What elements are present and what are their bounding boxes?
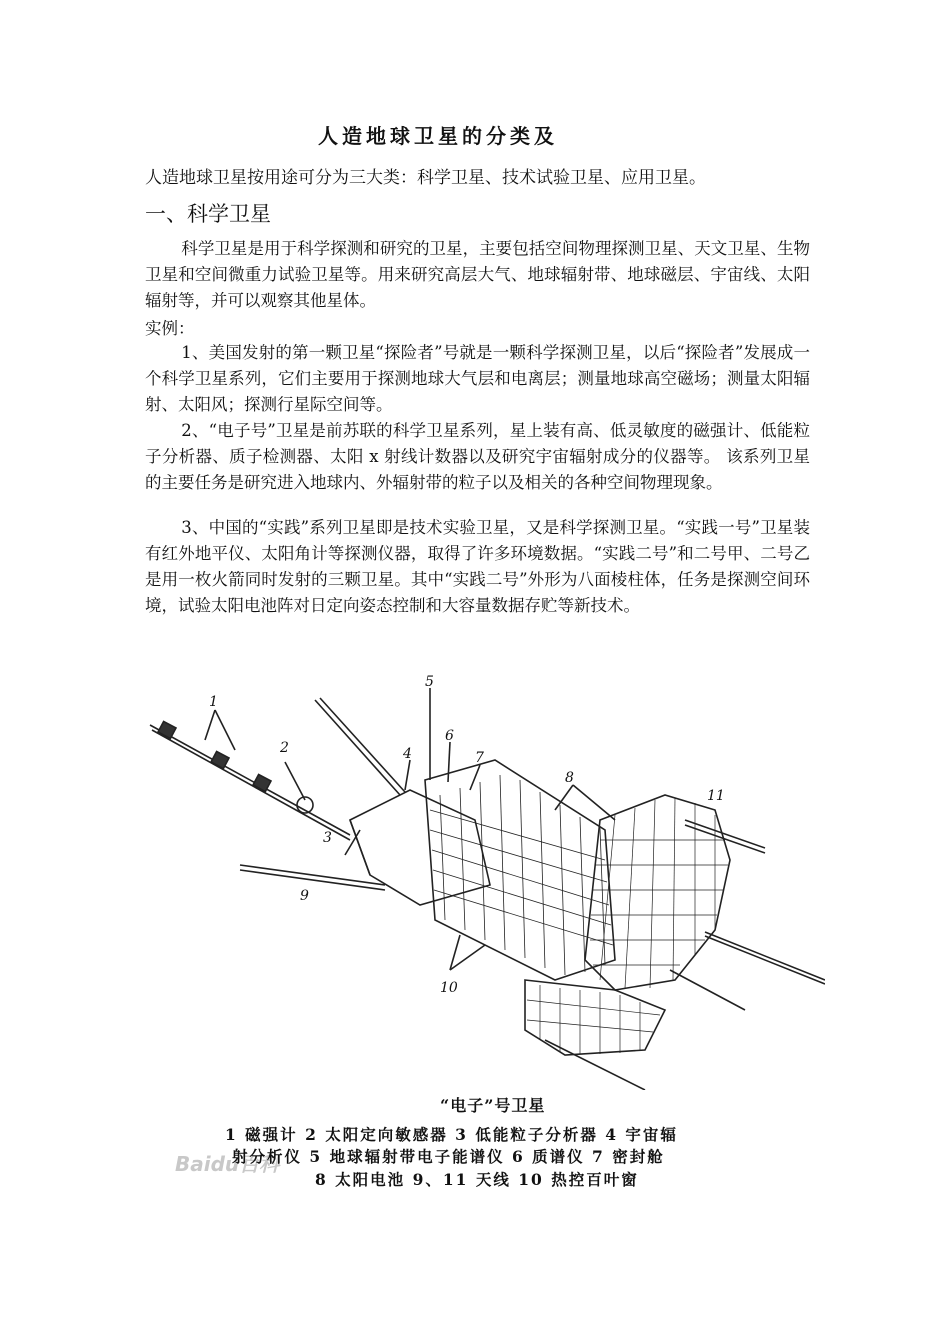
- satellite-illustration: [145, 670, 825, 1090]
- examples-label: 实例：: [145, 319, 195, 338]
- callout-8: 8: [565, 770, 574, 786]
- callout-11: 11: [707, 788, 725, 804]
- callout-6: 6: [445, 728, 454, 744]
- callout-2: 2: [280, 740, 289, 756]
- callout-9: 9: [300, 888, 309, 904]
- figure-legend-line: 8 太阳电池 9、11 天线 10 热控百叶窗: [315, 1170, 639, 1189]
- figure-legend-line: 1 磁强计 2 太阳定向敏感器 3 低能粒子分析器 4 宇宙辐: [225, 1125, 678, 1144]
- callout-3: 3: [323, 830, 332, 846]
- watermark: Baidu百科: [175, 1152, 280, 1176]
- callout-1: 1: [209, 694, 218, 710]
- section-heading: 一、科学卫星: [145, 202, 271, 226]
- callout-10: 10: [440, 980, 458, 996]
- callout-4: 4: [403, 746, 412, 762]
- section-paragraph: 科学卫星是用于科学探测和研究的卫星，主要包括空间物理探测卫星、天文卫星、生物卫星和空间微重力试验卫星等。用来研究高层大气、地球辐射带、地球磁层、宇宙线、太阳辐射等，并可以观察其他星体。: [145, 239, 810, 310]
- callout-5: 5: [425, 674, 434, 690]
- page-title: 人造地球卫星的分类及: [318, 124, 558, 148]
- figure-caption: “电子”号卫星: [440, 1096, 546, 1115]
- callout-7: 7: [475, 750, 484, 766]
- intro-text: 人造地球卫星按用途可分为三大类：科学卫星、技术试验卫星、应用卫星。: [145, 168, 706, 188]
- example-2: 2、“电子号”卫星是前苏联的科学卫星系列，星上装有高、低灵敏度的磁强计、低能粒子分析器、质子检测器、太阳 x 射线计数器以及研究宇宙辐射成分的仪器等。 该系列卫星的主要任务是研究进入地球内、外辐射带的粒子以及相关的各种空间物理现象。: [145, 421, 810, 492]
- example-1: 1、美国发射的第一颗卫星“探险者”号就是一颗科学探测卫星，以后“探险者”发展成一个科学卫星系列，它们主要用于探测地球大气层和电离层；测量地球高空磁场；测量太阳辐射、太阳风；探测行星际空间等。: [145, 343, 810, 414]
- example-3: 3、中国的“实践”系列卫星即是技术实验卫星，又是科学探测卫星。“实践一号”卫星装有红外地平仪、太阳角计等探测仪器，取得了许多环境数据。“实践二号”和二号甲、二号乙是用一枚火箭同时发射的三颗卫星。其中“实践二号”外形为八面棱柱体，任务是探测空间环境，试验太阳电池阵对日定向姿态控制和大容量数据存贮等新技术。: [145, 518, 810, 615]
- figure-legend-line: 射分析仪 5 地球辐射带电子能谱仪 6 质谱仪 7 密封舱: [232, 1147, 665, 1166]
